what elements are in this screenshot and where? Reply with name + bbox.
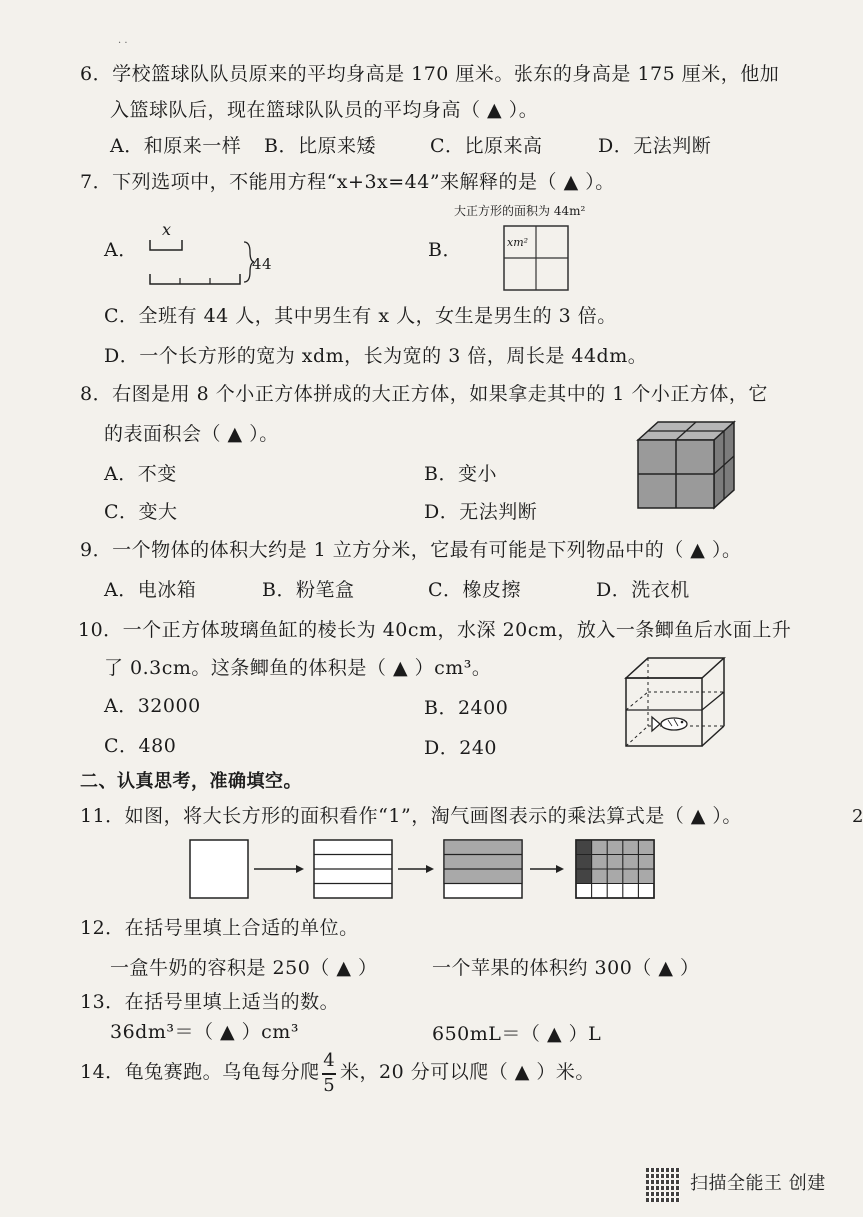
q10-fish-tank-figure — [622, 654, 728, 750]
q6-option-a: A．和原来一样 — [110, 135, 242, 157]
q9-option-d: D．洗衣机 — [596, 579, 690, 601]
q7-a-total: 44 — [252, 255, 273, 273]
q14-fraction-denominator: 5 — [323, 1075, 335, 1096]
q10-option-b: B．2400 — [424, 697, 509, 719]
q7-b-square-grid — [503, 225, 569, 291]
q14-text-after: 米，20 分可以爬（ ▲ ）米。 — [340, 1061, 595, 1083]
q12-stem: 12．在括号里填上合适的单位。 — [80, 917, 359, 939]
q12-right-item: 一个苹果的体积约 300（ ▲ ） — [432, 957, 700, 979]
qr-code-pattern — [646, 1168, 680, 1202]
q10-line2: 了 0.3cm。这条鲫鱼的体积是（ ▲ ）cm³。 — [104, 657, 492, 679]
q6-option-d: D．无法判断 — [598, 135, 712, 157]
q6-line1: 6．学校篮球队队员原来的平均身高是 170 厘米。张东的身高是 175 厘米，他加 — [80, 63, 780, 85]
q6-option-c: C．比原来高 — [430, 135, 543, 157]
q6-line2: 入篮球队后，现在篮球队队员的平均身高（ ▲ ）。 — [110, 99, 539, 121]
q10-line1: 10．一个正方体玻璃鱼缸的棱长为 40cm，水深 20cm，放入一条鲫鱼后水面上升 — [78, 619, 792, 641]
q11-stem: 11．如图，将大长方形的面积看作“1”，淘气画图表示的乘法算式是（ ▲ ）。 — [80, 805, 742, 827]
q14-text-before: 14．龟兔赛跑。乌龟每分爬 — [80, 1061, 320, 1083]
q7-a-label: A． — [104, 239, 138, 261]
q7-b-cell-label: xm² — [507, 236, 529, 249]
q9-option-a: A．电冰箱 — [104, 579, 197, 601]
scan-specks: · · — [118, 38, 128, 49]
q10-option-a: A．32000 — [104, 695, 201, 717]
q7-stem: 7．下列选项中，不能用方程“x+3x=44”来解释的是（ ▲ ）。 — [80, 171, 615, 193]
q14-fraction-numerator: 4 — [323, 1050, 335, 1071]
q9-option-b: B．粉笔盒 — [262, 579, 355, 601]
q8-option-c: C．变大 — [104, 501, 178, 523]
q8-line2: 的表面积会（ ▲ ）。 — [104, 423, 279, 445]
q7-option-d: D．一个长方形的宽为 xdm，长为宽的 3 倍，周长是 44dm。 — [104, 345, 648, 367]
scanner-watermark: 扫描全能王 创建 — [690, 1173, 826, 1194]
q7-a-variable: x — [162, 220, 172, 239]
q6-option-b: B．比原来矮 — [264, 135, 376, 157]
q7-b-caption: 大正方形的面积为 44m² — [454, 204, 586, 218]
q7-a-segment-diagram — [146, 236, 256, 292]
q13-right-item: 650mL＝（ ▲ ）L — [432, 1023, 602, 1045]
q7-b-label: B． — [428, 239, 462, 261]
q8-line1: 8．右图是用 8 个小正方体拼成的大正方体，如果拿走其中的 1 个小正方体，它 — [80, 383, 768, 405]
q9-stem: 9．一个物体的体积大约是 1 立方分米，它最有可能是下列物品中的（ ▲ ）。 — [80, 539, 742, 561]
q13-stem: 13．在括号里填上适当的数。 — [80, 991, 340, 1013]
q8-option-a: A．不变 — [104, 463, 177, 485]
q9-option-c: C．橡皮擦 — [428, 579, 522, 601]
q7-option-c: C．全班有 44 人，其中男生有 x 人，女生是男生的 3 倍。 — [104, 305, 617, 327]
q8-option-d: D．无法判断 — [424, 501, 538, 523]
q13-left-item: 36dm³＝（ ▲ ）cm³ — [110, 1021, 299, 1043]
q11-rectangle-sequence — [188, 838, 664, 900]
section-2-heading: 二、认真思考，准确填空。 — [80, 771, 302, 792]
q10-option-c: C．480 — [104, 735, 177, 757]
q8-option-b: B．变小 — [424, 463, 497, 485]
q8-cube-figure — [634, 418, 738, 512]
margin-page-number: 2 — [852, 806, 863, 827]
q12-left-item: 一盒牛奶的容积是 250（ ▲ ） — [110, 957, 378, 979]
q10-option-d: D．240 — [424, 737, 497, 759]
